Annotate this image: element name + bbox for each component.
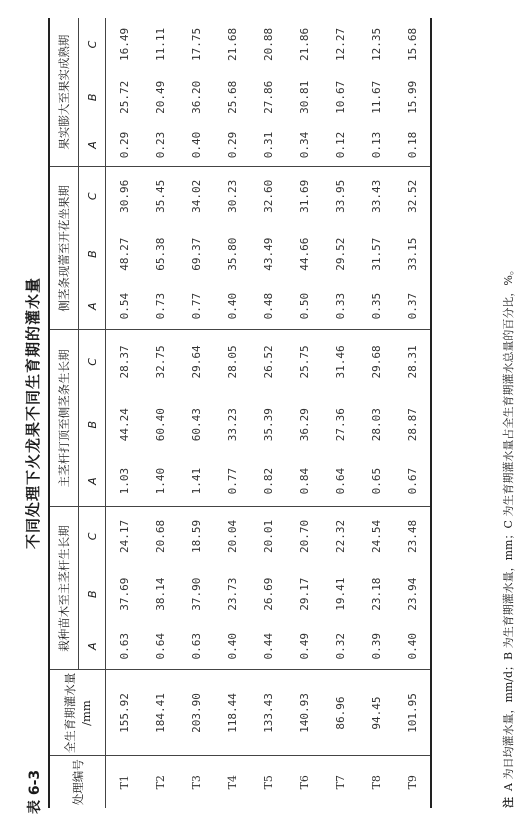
- subheader-2-a: A: [79, 456, 106, 507]
- cell-b: 60.43: [189, 408, 203, 442]
- cell-b: 23.94: [394, 565, 431, 623]
- cell-a: 0.40: [214, 623, 250, 670]
- cell-a: 0.82: [250, 456, 286, 507]
- table-row: [322, 18, 358, 808]
- cell-a: 0.12: [322, 124, 358, 167]
- cell-a: 0.39: [358, 623, 394, 670]
- subheader-1-c: C: [79, 507, 106, 566]
- total-irrigation: 118.44: [214, 670, 250, 756]
- cell-c: 23.48: [394, 507, 431, 566]
- subheader-4-a: A: [79, 124, 106, 167]
- cell-a: 0.65: [358, 456, 394, 507]
- cell-a: 0.77: [178, 283, 214, 330]
- cell-a: 0.13: [358, 124, 394, 167]
- cell-a: 0.77: [214, 456, 250, 507]
- table-row: [358, 18, 394, 808]
- treatment-id: T2: [153, 775, 167, 790]
- table-number: 表 6-3: [27, 769, 43, 814]
- treatment-id: T7: [333, 775, 347, 790]
- cell-c: 20.68: [153, 519, 167, 553]
- cell-a: 0.49: [286, 623, 322, 670]
- total-irrigation: 184.41: [142, 670, 178, 756]
- cell-a: 1.03: [106, 456, 143, 507]
- total-irrigation: 86.96: [322, 670, 358, 756]
- cell-a: 0.34: [286, 124, 322, 167]
- total-irrigation: 155.92: [106, 670, 143, 756]
- cell-b: 65.38: [153, 237, 167, 271]
- cell-b: 37.90: [189, 577, 203, 611]
- cell-b: 11.67: [369, 80, 383, 114]
- header-total-irrigation: [49, 670, 106, 756]
- treatment-id: T9: [394, 756, 431, 808]
- irrigation-table: [48, 18, 432, 808]
- table-row: [106, 18, 143, 808]
- cell-c: 12.35: [369, 27, 383, 62]
- cell-b: 19.41: [333, 577, 347, 611]
- table-body: [106, 18, 432, 808]
- header-stage-2: 主茎杆打顶至侧茎条生长期: [49, 330, 79, 507]
- cell-a: 1.41: [178, 456, 214, 507]
- total-irrigation: 140.93: [286, 670, 322, 756]
- cell-b: 30.81: [297, 80, 311, 114]
- cell-c: 32.60: [261, 179, 275, 213]
- cell-a: 0.40: [214, 283, 250, 330]
- cell-a: 0.73: [142, 283, 178, 330]
- cell-b: 23.73: [225, 577, 239, 611]
- table-row: [286, 18, 322, 808]
- cell-c: 33.95: [333, 179, 347, 213]
- subheader-2-c: C: [79, 330, 106, 393]
- total-irrigation: 133.43: [250, 670, 286, 756]
- cell-a: 0.54: [106, 283, 143, 330]
- treatment-id: T3: [189, 775, 203, 790]
- cell-c: 21.86: [297, 27, 311, 62]
- cell-b: 35.80: [225, 237, 239, 271]
- header-treatment: 处理编号: [49, 756, 106, 808]
- cell-c: 12.27: [333, 27, 347, 62]
- cell-c: 31.46: [333, 345, 347, 379]
- cell-c: 30.23: [225, 179, 239, 213]
- cell-c: 28.05: [225, 345, 239, 379]
- cell-c: 28.31: [394, 330, 431, 393]
- cell-a: 0.50: [286, 283, 322, 330]
- cell-b: 35.39: [261, 408, 275, 442]
- cell-b: 10.67: [333, 80, 347, 114]
- cell-a: 0.29: [106, 124, 143, 167]
- subheader-3-b: B: [79, 225, 106, 283]
- cell-b: 27.36: [333, 408, 347, 442]
- cell-b: 37.69: [117, 577, 131, 611]
- treatment-id: T4: [225, 775, 239, 790]
- cell-c: 20.04: [225, 519, 239, 553]
- subheader-1-b: B: [79, 565, 106, 623]
- cell-a: 1.40: [142, 456, 178, 507]
- cell-c: 20.88: [261, 27, 275, 62]
- cell-a: 0.32: [322, 623, 358, 670]
- total-irrigation: 101.95: [394, 670, 431, 756]
- cell-c: 16.49: [117, 27, 131, 62]
- cell-c: 21.68: [225, 27, 239, 62]
- cell-b: 27.86: [261, 80, 275, 114]
- total-irrigation: 203.90: [178, 670, 214, 756]
- cell-b: 25.68: [225, 80, 239, 114]
- cell-c: 11.11: [153, 27, 167, 62]
- cell-a: 0.44: [250, 623, 286, 670]
- cell-c: 17.75: [189, 27, 203, 62]
- cell-b: 44.24: [117, 408, 131, 442]
- table-row: [214, 18, 250, 808]
- cell-c: 24.54: [369, 519, 383, 553]
- table-row: [394, 18, 431, 808]
- cell-b: 29.52: [333, 237, 347, 271]
- table-note: [500, 264, 516, 808]
- note-text: A 为日均灌水量，mm/d；B 为生育期灌水量，mm；C 为生育期灌水量占全生育期灌水总量的百分比，%。: [502, 264, 515, 791]
- cell-b: 44.66: [297, 237, 311, 271]
- cell-b: 60.40: [153, 408, 167, 442]
- cell-c: 22.32: [333, 519, 347, 553]
- cell-a: 0.40: [178, 124, 214, 167]
- cell-c: 24.17: [117, 519, 131, 553]
- subheader-2-b: B: [79, 393, 106, 456]
- cell-c: 30.96: [117, 179, 131, 213]
- header-stage-3: 侧茎条现蕾至开花坐果期: [49, 167, 79, 330]
- table-row: [142, 18, 178, 808]
- cell-c: 20.70: [297, 519, 311, 553]
- cell-a: 0.64: [142, 623, 178, 670]
- cell-c: 35.45: [153, 179, 167, 213]
- cell-b: 15.99: [394, 71, 431, 124]
- cell-c: 32.52: [394, 167, 431, 226]
- cell-c: 32.75: [153, 345, 167, 379]
- cell-c: 15.68: [394, 18, 431, 71]
- cell-b: 33.23: [225, 408, 239, 442]
- cell-b: 48.27: [117, 237, 131, 271]
- cell-c: 28.37: [117, 345, 131, 379]
- table-row: [250, 18, 286, 808]
- cell-a: 0.64: [322, 456, 358, 507]
- cell-a: 0.35: [358, 283, 394, 330]
- cell-b: 26.69: [261, 577, 275, 611]
- cell-c: 34.02: [189, 179, 203, 213]
- cell-c: 25.75: [297, 345, 311, 379]
- subheader-4-b: B: [79, 71, 106, 124]
- cell-b: 31.57: [369, 237, 383, 271]
- cell-a: 0.37: [394, 283, 431, 330]
- header-total-unit: /mm: [78, 700, 93, 726]
- cell-b: 38.14: [153, 577, 167, 611]
- treatment-id: T6: [297, 775, 311, 790]
- subheader-4-c: C: [79, 18, 106, 71]
- treatment-id: T5: [261, 775, 275, 790]
- cell-a: 0.40: [394, 623, 431, 670]
- note-label: 注: [502, 797, 515, 808]
- cell-b: 43.49: [261, 237, 275, 271]
- cell-c: 20.01: [261, 519, 275, 553]
- cell-c: 26.52: [261, 345, 275, 379]
- cell-a: 0.31: [250, 124, 286, 167]
- cell-b: 28.87: [394, 393, 431, 456]
- table-row: [178, 18, 214, 808]
- total-irrigation: 94.45: [358, 670, 394, 756]
- cell-a: 0.63: [178, 623, 214, 670]
- cell-b: 20.49: [153, 80, 167, 114]
- subheader-3-a: A: [79, 283, 106, 330]
- cell-a: 0.67: [394, 456, 431, 507]
- cell-b: 69.37: [189, 237, 203, 271]
- cell-a: 0.63: [106, 623, 143, 670]
- header-stage-1: 栽种苗木至主茎杆生长期: [49, 507, 79, 670]
- cell-b: 29.17: [297, 577, 311, 611]
- cell-a: 0.23: [142, 124, 178, 167]
- cell-a: 0.48: [250, 283, 286, 330]
- cell-a: 0.18: [394, 124, 431, 167]
- treatment-id: T1: [117, 775, 131, 790]
- cell-b: 33.15: [394, 225, 431, 283]
- cell-c: 33.43: [369, 179, 383, 213]
- subheader-3-c: C: [79, 167, 106, 226]
- cell-c: 29.68: [369, 345, 383, 379]
- subheader-1-a: A: [79, 623, 106, 670]
- header-stage-4: 果实膨大至果实成熟期: [49, 18, 79, 167]
- cell-b: 25.72: [117, 80, 131, 114]
- cell-a: 0.29: [214, 124, 250, 167]
- cell-b: 36.29: [297, 408, 311, 442]
- treatment-id: T8: [369, 775, 383, 790]
- cell-c: 18.59: [189, 519, 203, 553]
- header-total-label: 全生育期灌水量: [62, 672, 77, 754]
- cell-a: 0.33: [322, 283, 358, 330]
- cell-b: 36.20: [189, 80, 203, 114]
- cell-b: 28.03: [369, 408, 383, 442]
- cell-b: 23.18: [369, 577, 383, 611]
- cell-a: 0.84: [286, 456, 322, 507]
- table-title: 不同处理下火龙果不同生育期的灌水量: [24, 277, 42, 550]
- cell-c: 29.64: [189, 345, 203, 379]
- cell-c: 31.69: [297, 179, 311, 213]
